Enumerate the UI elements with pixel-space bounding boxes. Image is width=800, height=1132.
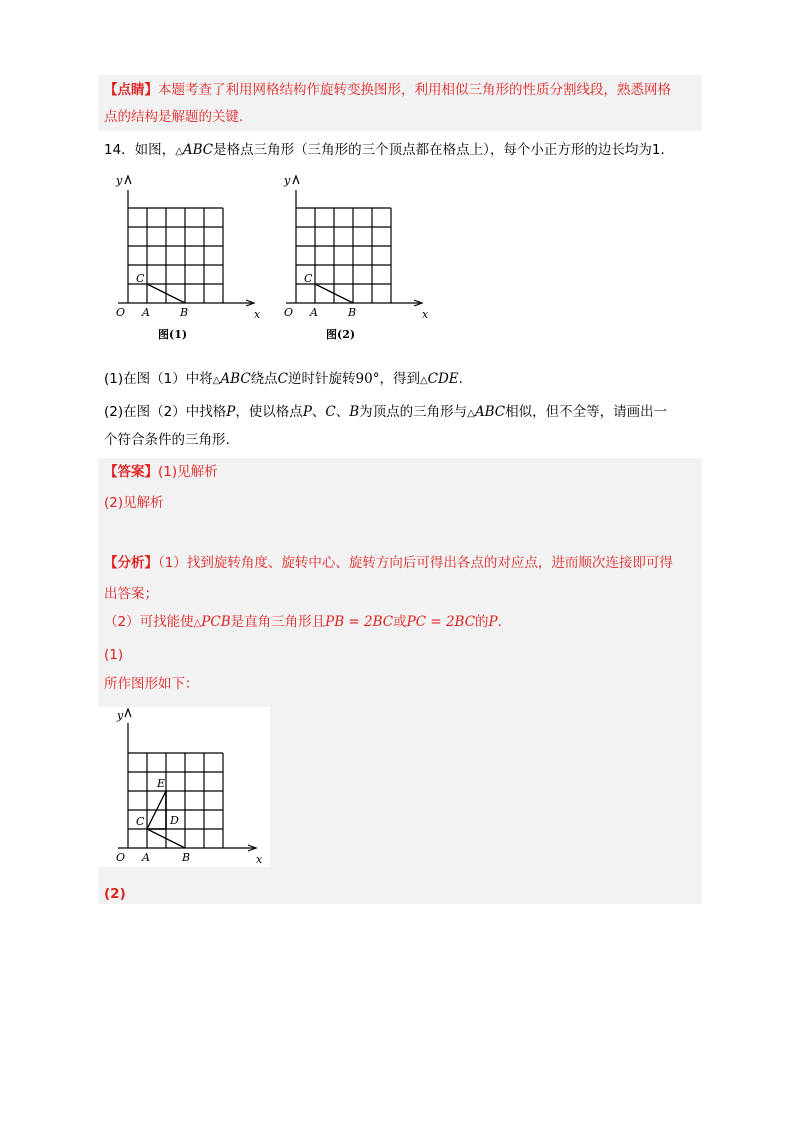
- part2-sep2: 、: [335, 404, 350, 420]
- sol-x-label: x: [256, 853, 263, 866]
- part1-tri2: △: [419, 375, 428, 386]
- fig2-point-b: B: [348, 306, 357, 319]
- question-line: [104, 140, 665, 162]
- fig2-origin: O: [284, 306, 294, 319]
- analysis-p2-e: .: [497, 614, 502, 630]
- analysis-tri: △: [193, 618, 202, 629]
- analysis-p: P: [488, 614, 498, 630]
- fig1-y-label: y: [116, 174, 123, 187]
- part2-num: (2): [104, 404, 124, 420]
- fig2-point-a: A: [310, 306, 318, 319]
- solution-1-text: 所作图形如下：: [104, 676, 199, 692]
- part1-tri: △: [212, 375, 221, 386]
- analysis-p2-c: 或: [393, 614, 407, 630]
- figure-1: [104, 172, 264, 347]
- note-line-1: [104, 80, 671, 100]
- part1-abc: ABC: [220, 371, 251, 387]
- part2-p2: P: [302, 404, 312, 420]
- answer-tag: 【答案】: [104, 464, 158, 480]
- fig2-x-label: x: [422, 308, 429, 321]
- sol-y-label: y: [117, 709, 124, 722]
- analysis-text-1: （1）找到旋转角度、旋转中心、旋转方向后可得出各点的对应点，进而顺次连接即可得: [158, 555, 673, 571]
- question-text: 是格点三角形（三角形的三个顶点都在格点上），每个小正方形的边长均为: [213, 142, 652, 158]
- part2-t2: ，使以格点: [235, 404, 303, 420]
- note-text-1: 本题考查了利用网格结构作旋转变换图形，利用相似三角形的性质分割线段，熟悉网格: [158, 82, 671, 98]
- fig2-caption: 图(2): [326, 328, 356, 341]
- analysis-tag: 【分析】: [104, 555, 158, 571]
- fig1-point-b: B: [180, 306, 189, 319]
- answer-1: (1)见解析: [158, 464, 218, 480]
- sol-point-a: A: [142, 851, 150, 864]
- analysis-eq2: PC = 2BC: [406, 614, 476, 630]
- part1-c: C: [277, 371, 289, 387]
- triangle-abc: ABC: [182, 142, 214, 158]
- fig1-point-a: A: [142, 306, 150, 319]
- fig2-point-c: C: [304, 272, 313, 285]
- solution-2-num: (2): [104, 886, 126, 902]
- part1-num: (1): [104, 371, 124, 387]
- part2-line-1: [104, 402, 667, 424]
- part1-cde: CDE: [427, 371, 459, 387]
- part2-b: B: [349, 404, 360, 420]
- analysis-line-1: [104, 553, 673, 573]
- side-length: 1: [651, 142, 661, 158]
- part1-t5: .: [458, 371, 463, 387]
- fig1-x-label: x: [254, 308, 261, 321]
- analysis-line-3: [104, 612, 502, 634]
- analysis-p2-a: （2）可找能使: [104, 614, 194, 630]
- part2-abc: ABC: [474, 404, 506, 420]
- part2-t4: 相似，但不全等，请画出一: [505, 404, 668, 420]
- triangle-symbol: △: [175, 146, 183, 157]
- sol-point-d: D: [170, 814, 179, 827]
- sol-point-e: E: [157, 777, 166, 790]
- part2-t1: 在图（2）中找格: [123, 404, 227, 420]
- fig1-caption: 图(1): [158, 328, 188, 341]
- part2-c: C: [325, 404, 336, 420]
- fig1-origin: O: [116, 306, 126, 319]
- figure-2: [272, 172, 432, 347]
- sol-point-c: C: [136, 815, 145, 828]
- note-tag: 【点睛】: [104, 82, 158, 98]
- answer-line-1: [104, 462, 218, 482]
- part1-t2: 绕点: [250, 371, 278, 387]
- part1-t1: 在图（1）中将: [123, 371, 213, 387]
- part2-line-2: 个符合条件的三角形.: [104, 432, 230, 448]
- analysis-p2-b: 是直角三角形且: [230, 614, 326, 630]
- part2-t3: 为顶点的三角形与: [359, 404, 468, 420]
- answer-2: (2)见解析: [104, 495, 164, 511]
- analysis-pcb: PCB: [201, 614, 231, 630]
- question-period: .: [660, 142, 665, 158]
- part2-sep1: 、: [311, 404, 326, 420]
- part1-deg: 90°: [355, 371, 380, 387]
- sol-point-b: B: [182, 851, 191, 864]
- fig2-y-label: y: [284, 174, 291, 187]
- analysis-eq1: PB = 2BC: [325, 614, 394, 630]
- note-line-2: 点的结构是解题的关键.: [104, 109, 244, 125]
- fig1-point-c: C: [136, 272, 145, 285]
- solution-figure: [104, 707, 270, 867]
- analysis-p2-d: 的: [475, 614, 489, 630]
- sol-origin: O: [116, 851, 126, 864]
- part2-tri: △: [467, 408, 475, 419]
- part2-p: P: [226, 404, 236, 420]
- analysis-line-2: 出答案；: [104, 586, 158, 602]
- part1-line: [104, 369, 463, 391]
- part1-t3: 逆时针旋转: [288, 371, 356, 387]
- part1-t4: ，得到: [379, 371, 420, 387]
- solution-1-num: (1): [104, 647, 124, 663]
- question-number: 14．如图，: [104, 142, 176, 158]
